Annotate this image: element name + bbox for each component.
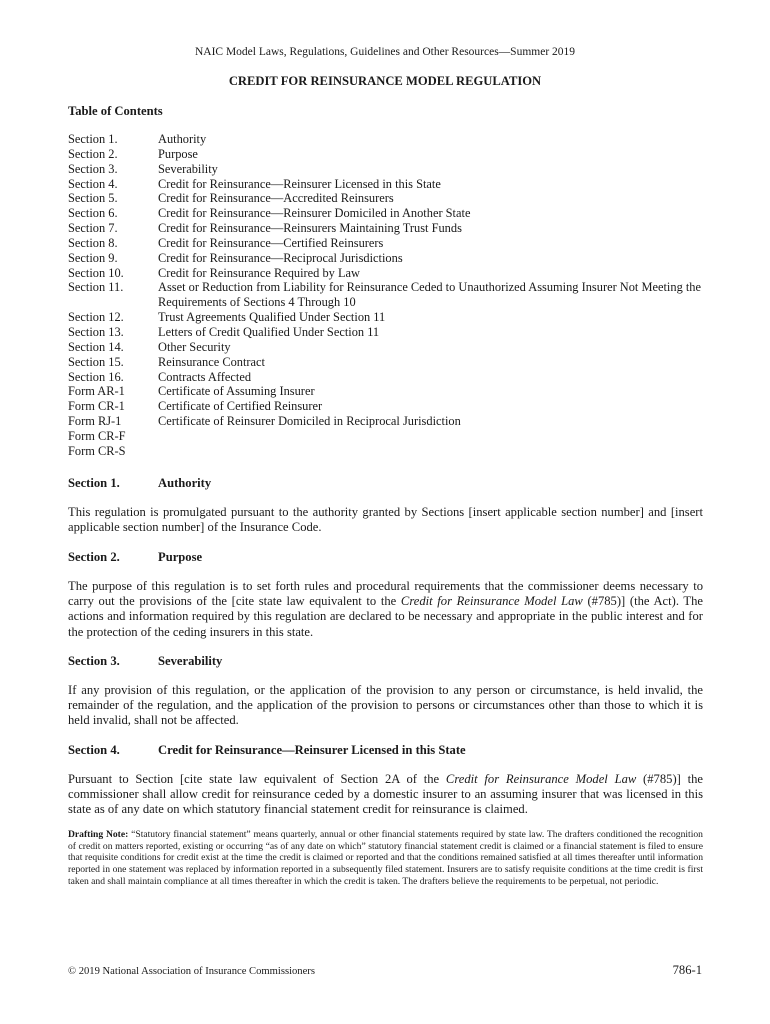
toc-entry-number: Section 12.: [68, 310, 124, 325]
section-3-body: If any provision of this regulation, or the application of the provision to any person or circumstance, is held invalid, the remainder of the regulation, and the application of the provision to persons or circumstances other than those to which it is held invalid, shall not be affected.: [68, 683, 703, 728]
toc-entry: [68, 132, 708, 147]
toc-entry-number: Form RJ-1: [68, 414, 122, 429]
toc-entry-number: Section 16.: [68, 369, 124, 384]
toc-entry-number: Section 11.: [68, 280, 124, 295]
body-text: Pursuant to Section [cite state law equivalent of Section 2A of the: [68, 772, 446, 786]
section-4-body: [68, 772, 703, 818]
toc-entry-number: Section 6.: [68, 206, 118, 221]
toc-entry-title: Credit for Reinsurance—Accredited Reinsurers: [158, 191, 394, 206]
toc-entry-number: Section 9.: [68, 250, 118, 265]
toc-entry-number: Section 1.: [68, 132, 118, 146]
toc-entry-title: Letters of Credit Qualified Under Section 11: [158, 324, 380, 339]
toc-entry-title: Credit for Reinsurance—Reinsurers Maintaining Trust Funds: [158, 221, 462, 236]
toc-entry: [68, 206, 708, 221]
body-text: (#785)] the commissioner shall allow credit for reinsurance ceded by a domestic insurer to an assuming insurer that was licensed in this state as of any date on which statutory financial statement credit for reinsurance is claimed.: [68, 772, 703, 817]
section-2-heading: [68, 550, 202, 565]
toc-entry-number: Section 2.: [68, 146, 118, 161]
body-text: (#785)] (the Act). The actions and information required by this regulation are declared to be necessary and appropriate in the public interest and for the protection of the ceding insurers in this state.: [68, 594, 703, 639]
toc-entry-title: Certificate of Assuming Insurer: [158, 384, 315, 399]
section-number: Section 1.: [68, 476, 120, 490]
toc-title: Table of Contents: [68, 104, 163, 118]
toc-entry-number: Section 13.: [68, 324, 124, 339]
toc-entry-title: Trust Agreements Qualified Under Section 11: [158, 310, 386, 325]
toc-entry-number: Form CR-S: [68, 443, 126, 458]
model-law-title: Credit for Reinsurance Model Law: [400, 594, 583, 609]
toc-entry-number: Section 14.: [68, 339, 124, 354]
section-number: Section 4.: [68, 743, 120, 757]
toc-entry: [68, 429, 708, 444]
toc-entry: [68, 236, 708, 251]
toc-entry-title: Certificate of Certified Reinsurer: [158, 399, 323, 414]
toc-entry: [68, 399, 708, 414]
section-title: Credit for Reinsurance—Reinsurer Licensed in this State: [158, 743, 466, 757]
section-4-heading: [68, 743, 466, 758]
toc-entry: [68, 191, 708, 206]
toc-entry: [68, 310, 708, 325]
toc-entry: [68, 177, 708, 192]
toc-entry-title: Certificate of Reinsurer Domiciled in Reciprocal Jurisdiction: [158, 414, 461, 429]
toc-entry-number: Form AR-1: [68, 384, 125, 399]
toc-entry-title: [158, 444, 708, 459]
toc-entry: [68, 162, 708, 177]
section-title: Purpose: [158, 550, 203, 564]
toc-entry-title: Credit for Reinsurance—Certified Reinsurers: [158, 235, 384, 250]
toc-entry-title: [158, 429, 708, 444]
section-number: Section 3.: [68, 654, 120, 668]
running-head: NAIC Model Laws, Regulations, Guidelines and Other Resources—Summer 2019: [194, 46, 576, 58]
copyright: © 2019 National Association of Insurance Commissioners: [68, 966, 315, 977]
toc-entry-title: Credit for Reinsurance—Reinsurer Domiciled in Another State: [158, 206, 471, 221]
toc-entry: [68, 414, 708, 429]
toc-entry: [68, 444, 708, 459]
section-2-body: [68, 579, 703, 640]
toc-entry-number: Section 4.: [68, 176, 118, 191]
toc-entry-number: Section 10.: [68, 265, 124, 280]
toc-entry-title: Credit for Reinsurance—Reciprocal Jurisdictions: [158, 250, 403, 265]
toc-entry-title: Purpose: [158, 146, 198, 161]
toc-entry-title: Severability: [158, 161, 218, 176]
toc-entry: [68, 280, 708, 310]
toc-entry: [68, 355, 708, 370]
section-1-heading: [68, 476, 211, 491]
toc-entry-title: Other Security: [158, 339, 231, 354]
model-law-title: Credit for Reinsurance Model Law: [445, 772, 637, 786]
toc-entry-title: Authority: [158, 132, 207, 146]
section-title: Authority: [158, 476, 212, 490]
toc-entry-title: Asset or Reduction from Liability for Reinsurance Ceded to Unauthorized Assuming Insurer Not Meeting the Requirements of Sections 4 Through 10: [158, 280, 702, 310]
toc-entry-number: Section 7.: [68, 221, 118, 236]
page-number: 786-1: [672, 963, 702, 977]
table-of-contents: [68, 132, 708, 459]
drafting-note-text: “Statutory financial statement” means quarterly, annual or other financial statements required by state law. The drafters conditioned the recognition of credit on matters reported, existing or occurring “as of any date on which” statutory financial statement credit is claimed or a financial statement is filed to ensure that requisite conditions for credit exist at the time the credit is claimed or reported and that the conditions remained satisfied at all times thereafter until information reported in one statement was replaced by information reported in a subsequently filed statement. Insurers are to satisfy requisite conditions at the time credit is first taken and shall maintain compliance at all times thereafter in which the credit is taken. The drafters believe the requirements to be perpetual, not periodic.: [68, 829, 703, 887]
section-3-heading: [68, 654, 222, 669]
toc-entry-number: Form CR-F: [68, 428, 126, 443]
toc-entry: [68, 266, 708, 281]
body-text: The purpose of this regulation is to set forth rules and procedural requirements that the commissioner deems necessary to carry out the provisions of the [cite state law equivalent to the: [68, 579, 703, 609]
toc-entry: [68, 325, 708, 340]
toc-entry-number: Section 8.: [68, 235, 118, 250]
document-title: CREDIT FOR REINSURANCE MODEL REGULATION: [228, 74, 542, 88]
toc-entry: [68, 147, 708, 162]
drafting-note: [68, 829, 703, 888]
toc-entry: [68, 251, 708, 266]
toc-entry-title: Credit for Reinsurance—Reinsurer Licensed in this State: [158, 176, 441, 191]
toc-entry-title: Credit for Reinsurance Required by Law: [158, 265, 360, 280]
section-title: Severability: [158, 654, 223, 668]
toc-entry-number: Section 3.: [68, 161, 118, 176]
toc-entry-number: Form CR-1: [68, 399, 125, 414]
drafting-note-label: Drafting Note:: [68, 829, 129, 840]
section-1-body: This regulation is promulgated pursuant to the authority granted by Sections [insert applicable section number] and [insert applicable section number] of the Insurance Code.: [68, 505, 703, 535]
toc-entry-number: Section 5.: [68, 191, 118, 206]
toc-entry-number: Section 15.: [68, 354, 124, 369]
toc-entry: [68, 370, 708, 385]
toc-entry-title: Reinsurance Contract: [158, 354, 266, 369]
section-number: Section 2.: [68, 550, 120, 564]
toc-entry: [68, 221, 708, 236]
toc-entry: [68, 384, 708, 399]
toc-entry: [68, 340, 708, 355]
toc-entry-title: Contracts Affected: [158, 369, 252, 384]
